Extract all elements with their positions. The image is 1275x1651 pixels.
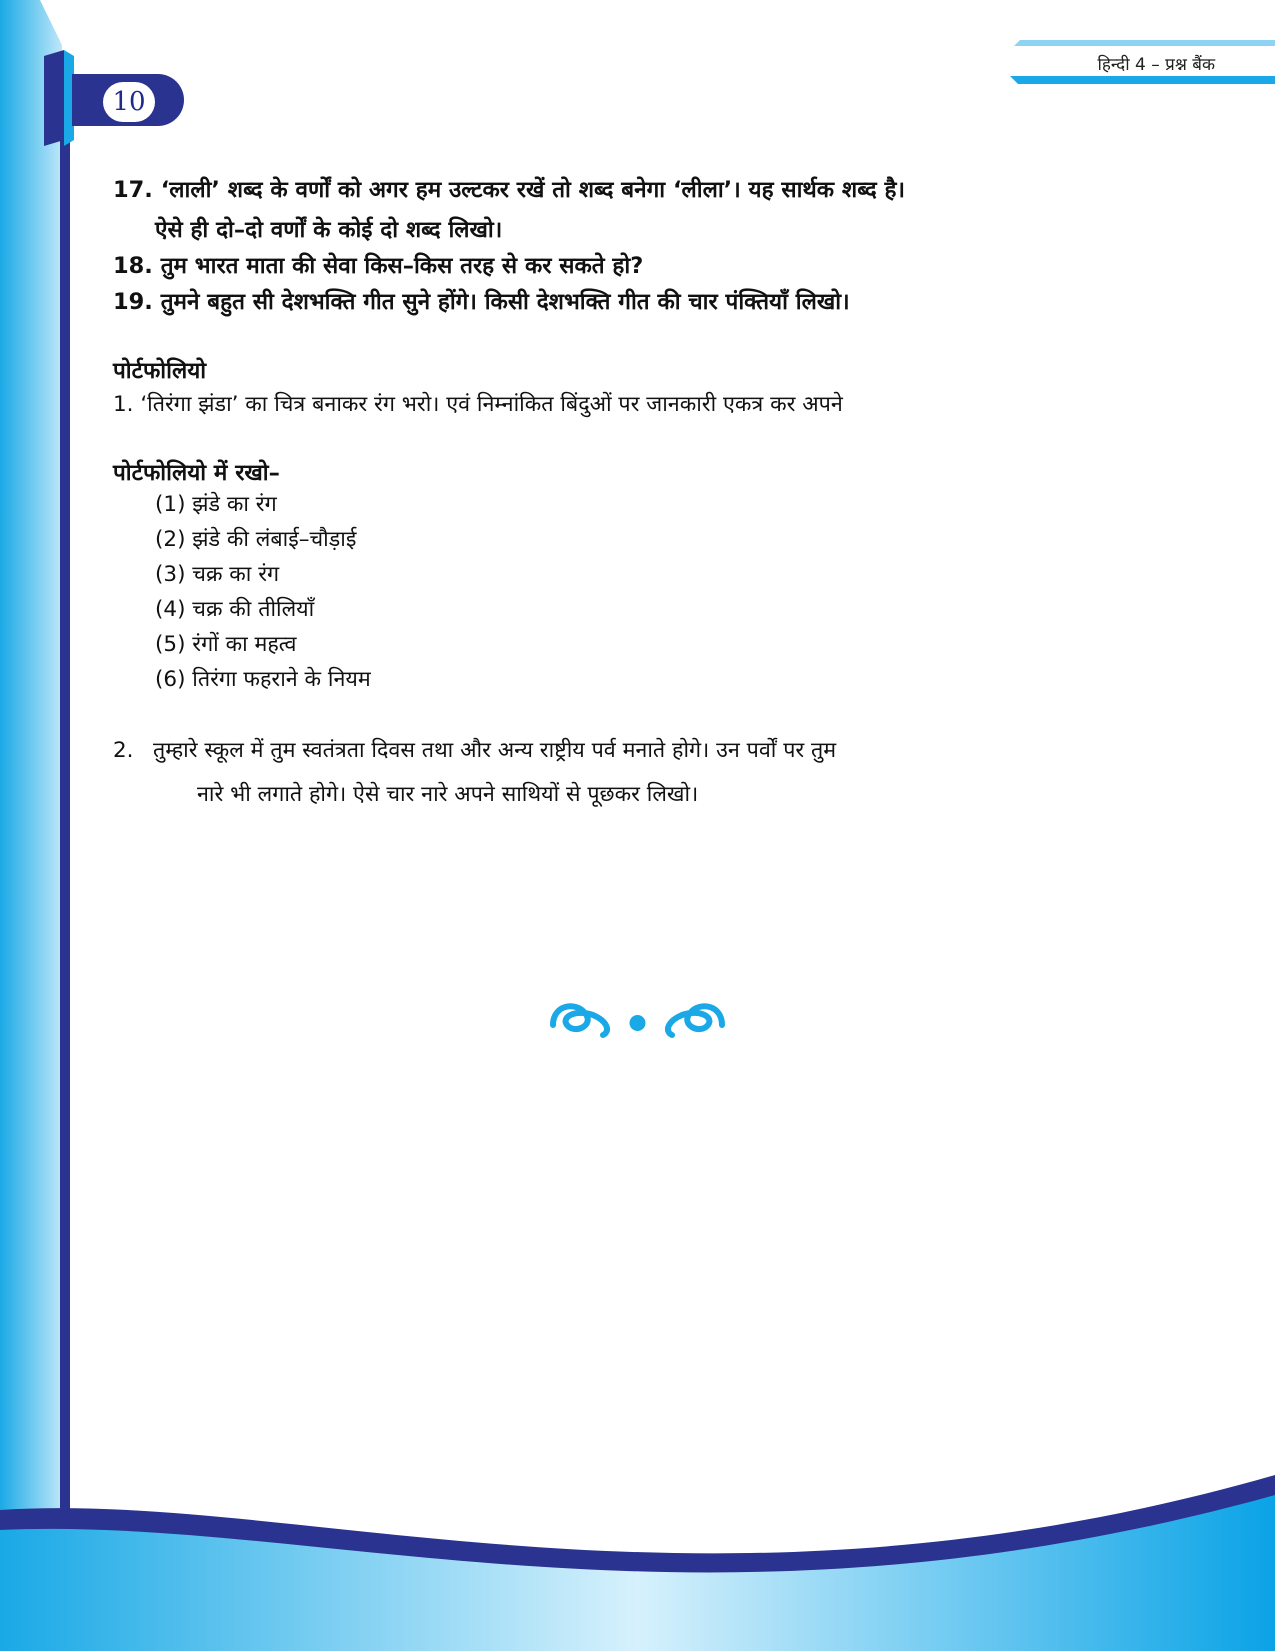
end-flourish-icon [545, 995, 730, 1040]
portfolio-list [113, 487, 1168, 697]
list-item: (1) झंडे का रंग [155, 492, 277, 517]
list-item: (4) चक्र की तीलियाँ [155, 597, 315, 622]
portfolio-heading: पोर्टफोलियो [113, 358, 207, 384]
portfolio-item-2-number: 2. [113, 738, 134, 763]
list-item: (5) रंगों का महत्व [155, 632, 297, 657]
book-title: हिन्दी 4 – प्रश्न बैंक [1097, 55, 1215, 75]
page-content [113, 172, 1168, 817]
list-item: (2) झंडे की लंबाई–चौड़ाई [155, 527, 357, 552]
portfolio-subheading: पोर्टफोलियो में रखो– [113, 460, 280, 486]
portfolio-item-2-line-2: नारे भी लगाते होगे। ऐसे चार नारे अपने साथियों से पूछकर लिखो। [197, 782, 699, 807]
portfolio-item-2 [113, 729, 1168, 773]
page-number: 10 [103, 82, 155, 122]
list-item: (3) चक्र का रंग [155, 562, 280, 587]
portfolio-item-2-line-1: तुम्हारे स्कूल में तुम स्वतंत्रता दिवस तथा और अन्य राष्ट्रीय पर्व मनाते होगे। उन पर्वों पर तुम [153, 738, 837, 763]
question-18: 18. तुम भारत माता की सेवा किस–किस तरह से कर सकते हो? [113, 253, 644, 279]
list-item: (6) तिरंगा फहराने के नियम [155, 667, 371, 692]
question-17-line-2: ऐसे ही दो–दो वर्णों के कोई दो शब्द लिखो। [155, 217, 503, 243]
question-19: 19. तुमने बहुत सी देशभक्ति गीत सुने होंगे। किसी देशभक्ति गीत की चार पंक्तियाँ लिखो। [113, 289, 850, 315]
question-17-line-1: 17. ‘लाली’ शब्द के वर्णों को अगर हम उल्टकर रखें तो शब्द बनेगा ‘लीला’। यह सार्थक शब्द है। [113, 177, 905, 203]
portfolio-item-1: 1. ‘तिरंगा झंडा’ का चित्र बनाकर रंग भरो। एवं निम्नांकित बिंदुओं पर जानकारी एकत्र कर अपने [113, 392, 843, 417]
